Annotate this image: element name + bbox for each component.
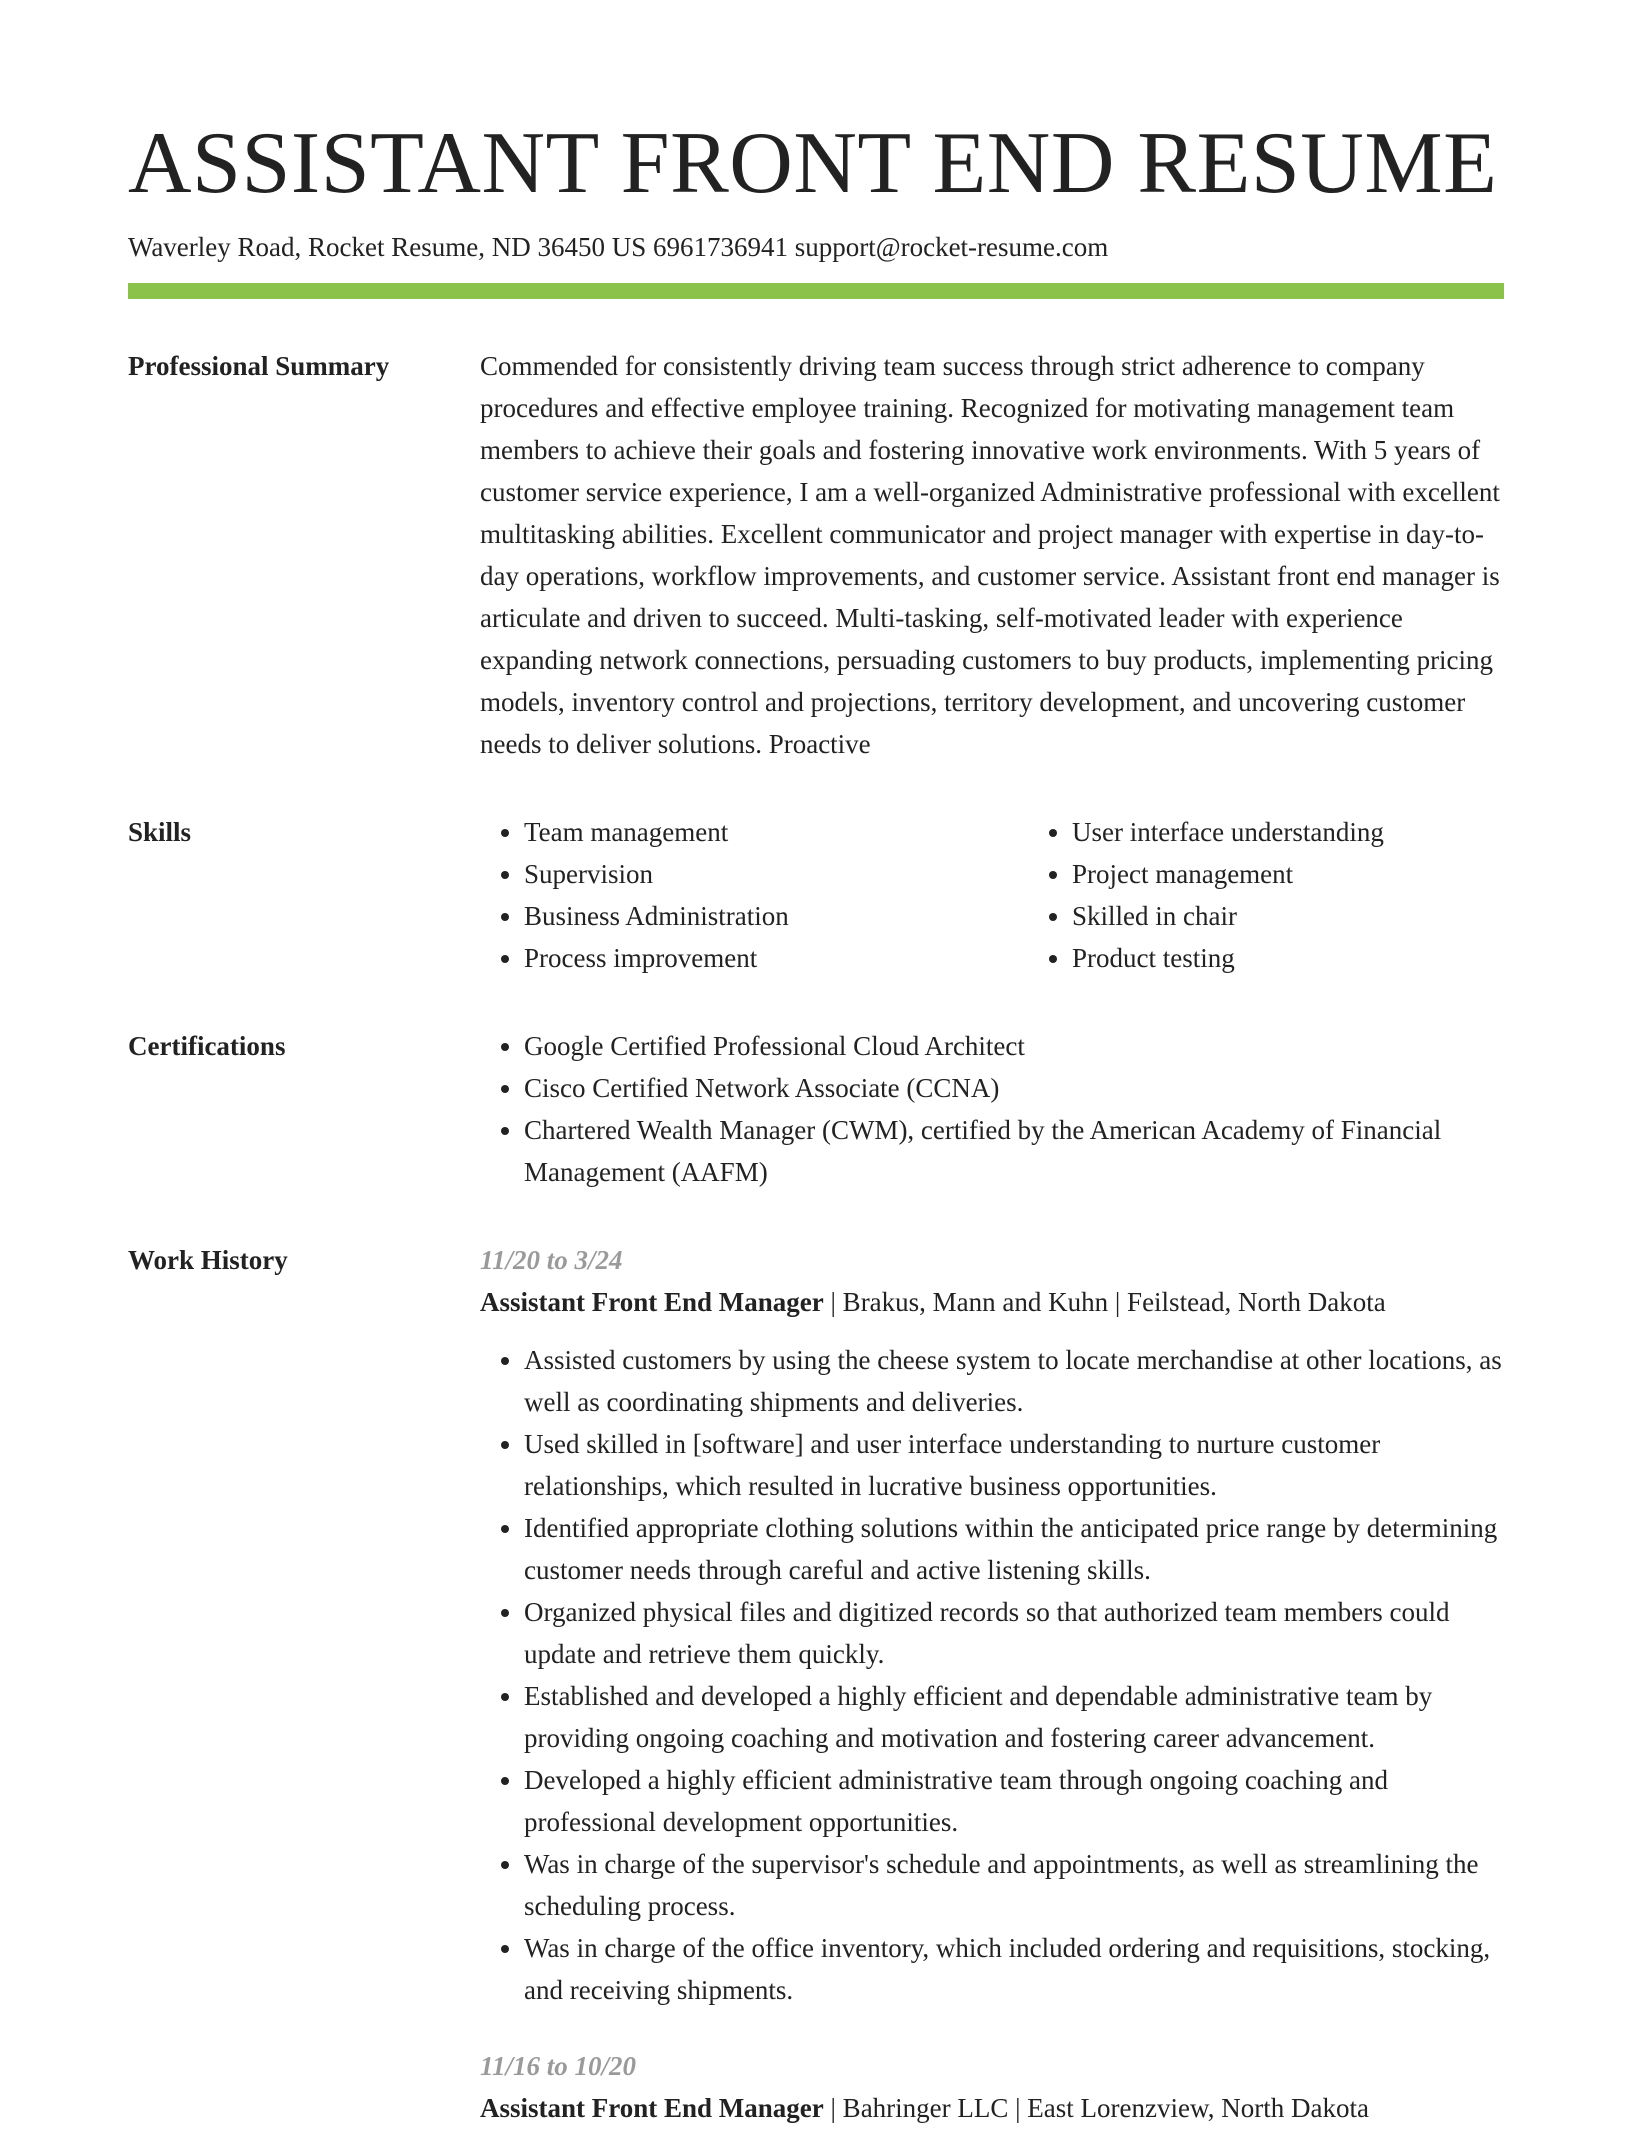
job-bullet: • Assisted customers by using the cheese system to locate merchandise at other locations, as well as coordinating shipments and deliveries. (524, 1339, 1504, 1423)
job-title: Assistant Front End Manager (480, 1287, 824, 1318)
certifications-list (480, 1025, 1504, 1193)
skill-item: • User interface understanding (1072, 811, 1576, 853)
resume-title: ASSISTANT FRONT END RESUME (128, 115, 1498, 212)
certification-item: • Cisco Certified Network Associate (CCNA) (524, 1067, 1504, 1109)
skill-item: • Process improvement (524, 937, 1028, 979)
work-history-section (128, 1239, 1504, 2145)
summary-text: Commended for consistently driving team success through strict adherence to company procedures and effective employee training. Recognized for motivating management team members to achieve their goals and fostering innovative work environments. With 5 years of customer service experience, I am a well-organized Administrative professional with excellent multitasking abilities. Excellent communicator and project manager with expertise in day-to-day operations, workflow improvements, and customer service. Assistant front end manager is articulate and driven to succeed. Multi-tasking, self-motivated leader with experience expanding network connections, persuading customers to buy products, implementing pricing models, inventory control and projections, territory development, and uncovering customer needs to deliver solutions. Proactive (480, 351, 1500, 760)
skill-item: • Business Administration (524, 895, 1028, 937)
job-dates: 11/20 to 3/24 (480, 1245, 623, 1276)
job-bullet: • Was in charge of the supervisor's schedule and appointments, as well as streamlining the scheduling process. (524, 1843, 1504, 1927)
job-bullet: • Established and developed a highly efficient and dependable administrative team by providing ongoing coaching and motivation and fostering career advancement. (524, 1675, 1504, 1759)
contact-line: Waverley Road, Rocket Resume, ND 36450 US 6961736941 support@rocket-resume.com (128, 232, 1109, 262)
certification-item: • Chartered Wealth Manager (CWM), certified by the American Academy of Financial Management (AAFM) (524, 1109, 1504, 1193)
skills-list-left (480, 811, 1028, 979)
job-heading (480, 1281, 1504, 1323)
job-entry (480, 2045, 1504, 2129)
summary-section (128, 345, 1504, 765)
job-bullet: • Identified appropriate clothing solutions within the anticipated price range by determining customer needs through careful and active listening skills. (524, 1507, 1504, 1591)
job-entry (480, 1239, 1504, 2011)
section-label-work-history: Work History (128, 1245, 288, 1276)
skill-item: • Skilled in chair (1072, 895, 1576, 937)
skills-section (128, 811, 1504, 979)
job-employer-location: | Brakus, Mann and Kuhn | Feilstead, North Dakota (823, 1287, 1386, 1318)
skills-list-right (1028, 811, 1576, 979)
certification-item: • Google Certified Professional Cloud Architect (524, 1025, 1504, 1067)
job-bullet: • Used skilled in [software] and user interface understanding to nurture customer relationships, which resulted in lucrative business opportunities. (524, 1423, 1504, 1507)
job-heading (480, 2087, 1504, 2129)
section-label-certifications: Certifications (128, 1031, 286, 1062)
section-label-skills: Skills (128, 817, 192, 848)
certifications-section (128, 1025, 1504, 1193)
job-bullet: • Was in charge of the office inventory, which included ordering and requisitions, stocking, and receiving shipments. (524, 1927, 1504, 2011)
job-dates: 11/16 to 10/20 (480, 2051, 637, 2082)
job-bullet: • Organized physical files and digitized records so that authorized team members could update and retrieve them quickly. (524, 1591, 1504, 1675)
skill-item: • Product testing (1072, 937, 1576, 979)
skill-item: • Team management (524, 811, 1028, 853)
skill-item: • Project management (1072, 853, 1576, 895)
job-bullet: • Developed a highly efficient administrative team through ongoing coaching and professional development opportunities. (524, 1759, 1504, 1843)
skill-item: • Supervision (524, 853, 1028, 895)
accent-divider (128, 283, 1504, 299)
job-bullets (480, 1339, 1504, 2011)
job-employer-location: | Bahringer LLC | East Lorenzview, North Dakota (823, 2093, 1369, 2124)
job-title: Assistant Front End Manager (480, 2093, 824, 2124)
section-label-summary: Professional Summary (128, 351, 390, 382)
